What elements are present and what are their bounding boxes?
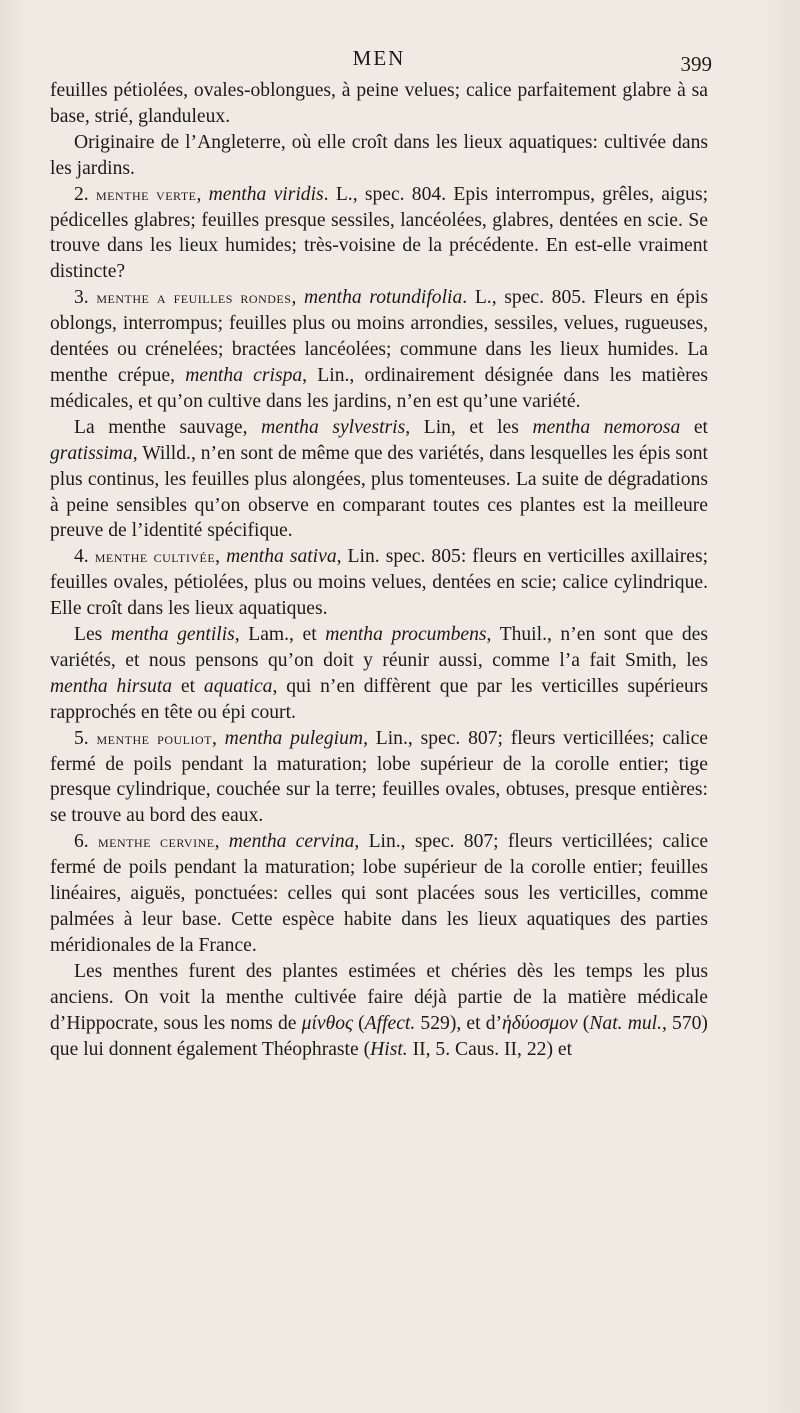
text-run: La menthe sauvage, xyxy=(74,416,262,438)
text-run: feuilles pétiolées, ovales-oblongues, à peine velues; calice parfaitement glabre à sa base, strié, glanduleux. xyxy=(50,80,708,127)
text-run: 3. xyxy=(74,287,97,309)
italic-run: Nat. mul. xyxy=(589,1012,662,1034)
text-run: et xyxy=(680,416,708,438)
text-run: . L., spec. 804. Epis interrompus, grêles, aigus; pédicelles glabres; feuilles presque sessiles, lancéolées, glabres, dentées en scie. Se trouve dans les lieux humides; très-voisine de la précédente. En est-elle vraiment distincte? xyxy=(50,183,709,283)
text-run: ( xyxy=(577,1012,590,1034)
text-run: , Lam., et xyxy=(234,624,326,646)
text-run: , xyxy=(214,831,229,853)
paragraph xyxy=(50,959,708,1063)
italic-run: mentha gentilis xyxy=(110,624,235,646)
italic-run: gratissima xyxy=(50,442,133,464)
paragraph xyxy=(50,182,708,286)
italic-run: Affect. xyxy=(364,1012,416,1034)
italic-run: mentha sativa xyxy=(226,546,337,568)
text-run: , 570) que lui donnent également Théophraste ( xyxy=(50,1012,708,1060)
running-head: MEN xyxy=(352,46,406,70)
paragraph xyxy=(50,622,708,726)
italic-run: mentha cervina xyxy=(228,831,355,853)
species-heading: menthe verte xyxy=(95,184,197,204)
species-heading: menthe a feuilles rondes xyxy=(96,288,292,308)
italic-run: mentha viridis xyxy=(208,183,324,205)
text-run: Les menthes furent des plantes estimées et chéries dès les temps les plus anciens. On voit la menthe cultivée faire déjà partie de la matière médicale d’Hippocrate, sous les noms de xyxy=(50,960,708,1034)
text-run: , Lin., spec. 807; fleurs verticillées; calice fermé de poils pendant la maturation; lobe supérieur de la corolle entier; tige presque cylindrique, couchée sur la terre; feuilles ovales, obtuses, presque entières: se trouve au bord des eaux. xyxy=(50,727,708,827)
paragraph xyxy=(50,285,708,415)
text-run: , Lin. spec. 805: fleurs en verticilles axillaires; feuilles ovales, pétiolées, plus ou moins velues, dentées en scie; calice cylindrique. Elle croît dans les lieux aquatiques. xyxy=(50,546,709,620)
paragraph xyxy=(50,544,708,622)
text-run: 529), et d’ xyxy=(415,1012,503,1034)
italic-run: mentha hirsuta xyxy=(50,675,173,697)
italic-run: mentha pulegium xyxy=(224,727,364,749)
italic-run: ἡδύοσμον xyxy=(502,1012,578,1034)
text-run: et xyxy=(172,675,204,697)
paragraph xyxy=(50,415,708,545)
text-run: , Thuil., n’en sont que des variétés, et nous pensons qu’on doit y réunir aussi, comme l’a fait Smith, les xyxy=(50,624,708,671)
paragraph xyxy=(50,130,708,182)
text-run: Les xyxy=(74,624,111,646)
species-heading: menthe cultivée xyxy=(94,547,216,567)
text-run: , xyxy=(211,727,225,749)
italic-run: Hist. xyxy=(370,1038,408,1060)
text-run: 5. xyxy=(74,727,97,749)
text-run: 6. xyxy=(74,831,98,853)
paragraph xyxy=(50,726,708,830)
text-run: , xyxy=(215,546,227,568)
text-run: , Lin., spec. 807; fleurs verticillées; calice fermé de poils pendant la maturation; lobe supérieur de la corolle entier; feuilles linéaires, aiguës, ponctuées: celles qui sont placées sous les verticilles, comme palmées à leur base. Cette espèce habite dans les lieux aquatiques des parties méridionales de la France. xyxy=(50,831,709,956)
italic-run: mentha procumbens xyxy=(325,624,487,646)
text-run: 4. xyxy=(74,546,95,568)
italic-run: mentha rotundifolia xyxy=(304,287,463,309)
text-run: 2. xyxy=(74,183,96,205)
species-heading: menthe cervine xyxy=(97,832,215,852)
text-run: . L., spec. 805. Fleurs en épis oblongs, interrompus; feuilles plus ou moins arrondies, sessiles, velues, rugueuses, dentées ou crénelées; bractées lancéolées; commune dans les lieux humides. La menthe crépue, xyxy=(50,287,708,386)
text-run: , xyxy=(291,287,305,309)
italic-run: mentha sylvestris xyxy=(261,416,406,438)
body-text xyxy=(50,78,708,1062)
paragraph xyxy=(50,829,708,959)
italic-run: mentha nemorosa xyxy=(532,416,681,438)
text-run: ( xyxy=(352,1012,365,1034)
text-run: Originaire de l’Angleterre, où elle croît dans les lieux aquatiques: cultivée dans les jardins. xyxy=(50,131,708,179)
paragraph xyxy=(50,78,708,130)
italic-run: aquatica xyxy=(203,675,273,697)
italic-run: μίνθος xyxy=(301,1012,353,1034)
italic-run: mentha crispa xyxy=(185,364,303,386)
text-run: , Lin, et les xyxy=(405,416,533,438)
page-header xyxy=(50,44,712,78)
page-number: 399 xyxy=(680,52,712,76)
text-run: , qui n’en diffèrent que par les verticilles supérieurs rapprochés en tête ou épi court. xyxy=(50,675,708,723)
text-run: , Lin., ordinairement désignée dans les matières médicales, et qu’on cultive dans les jardins, n’en est qu’une variété. xyxy=(50,364,708,412)
text-run: , Willd., n’en sont de même que des variétés, dans lesquelles les épis sont plus continus, les feuilles plus alongées, plus tomenteuses. La suite de dégradations à peine sensibles qu’on observe en comparant toutes ces plantes est la meilleure preuve de l’identité spécifique. xyxy=(50,442,708,542)
text-run: , xyxy=(196,183,209,205)
text-run: II, 5. Caus. II, 22) et xyxy=(407,1038,573,1060)
species-heading: menthe pouliot xyxy=(96,728,212,748)
